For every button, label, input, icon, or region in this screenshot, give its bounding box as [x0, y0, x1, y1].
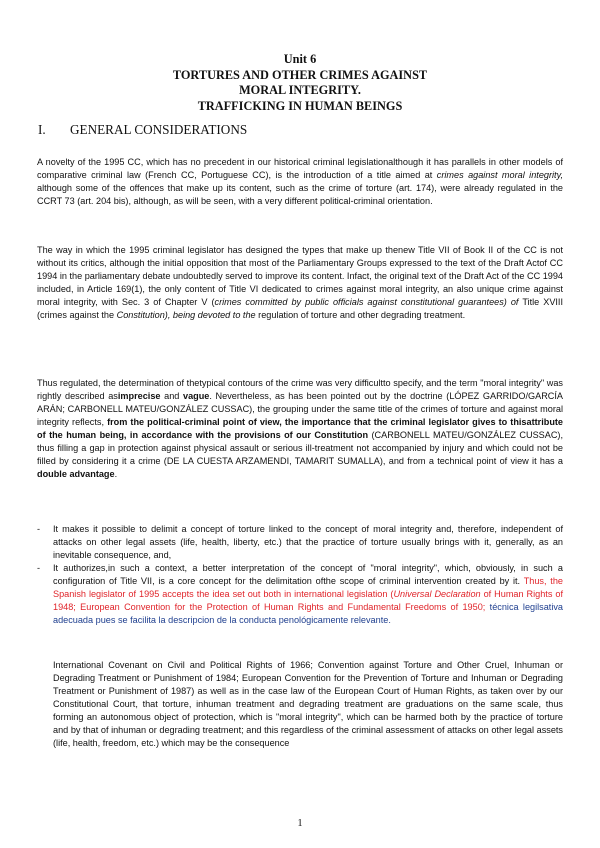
paragraph-italic-text: crimes committed by public officials against constitutional guarantees) of [214, 297, 519, 307]
highlighted-blue-text: técnica legilsativa adecuada pues se facilita la descripcion de la conducta penológicamente relevante. [53, 602, 563, 625]
paragraph-text: although some of the offences that make up its content, such as the crime of torture (art. 174), were already regulated in the CCRT 73 (art. 204 bis), although, as will be seen, with a very different political-criminal orientation. [37, 183, 563, 206]
paragraph-text: . [114, 469, 118, 479]
highlighted-red-italic-text: Universal Declaration [393, 589, 481, 599]
paragraph-text: and [160, 391, 183, 401]
paragraph-italic-text: Constitution), being devoted to the [116, 310, 256, 320]
paragraph-5: International Covenant on Civil and Political Rights of 1966; Convention against Torture and Other Cruel, Inhuman or Degrading Treatment or Punishment of 1984; European Convention for the Prevention of Torture and Inhuman or Degrading Treatment or Punishment of 1987) as well as in the case law of the European Court of Human Rights, as taken over by our Constitutional Court, that torture, inhuman treatment and degrading treatment are graduations on the same scale, thus forming an autonomous object of protection, which is "moral integrity", which can be harmed both by the practice of torture and by that of inhuman or degrading treatment; and this regardless of the criminal assessment of attacks on other legal assets (life, health, freedom, etc.) which may be the consequence [53, 660, 563, 748]
list-item-text: It authorizes,in such a context, a better interpretation of the concept of "moral integrity", which, obviously, in such a configuration of Title VII, is a core concept for the delimitation ofthe scope of criminal intervention created by it. [53, 563, 563, 586]
paragraph-2 [37, 244, 563, 322]
paragraph-3 [37, 377, 563, 481]
paragraph-bold-text: imprecise [117, 391, 161, 401]
paragraph-text: Thus regulated, the determination of thetypical contours of the crime was very difficultto specify, and the term "moral integrity" was rightly described as [37, 378, 563, 401]
paragraph-italic-text: crimes against moral integrity, [436, 170, 563, 180]
paragraph-text: Title XVIII (crimes against the [37, 297, 564, 320]
title-line-2: MORAL INTEGRITY. [239, 83, 361, 97]
section-heading [38, 122, 247, 138]
paragraph-text: (CARBONELL MATEU/GONZÁLEZ CUSSAC), thus filling a gap in protection against physical assault or serious ill-treatment not accompanied by injury and which could not be filled by considering it a crime (DE LA CUESTA ARZAMENDI, TAMARIT SUMALLA), and from a technical point of view it has a [37, 430, 563, 466]
page-number: 1 [297, 818, 303, 829]
document-title [0, 52, 600, 114]
section-title: GENERAL CONSIDERATIONS [70, 122, 248, 137]
paragraph-text: A novelty of the 1995 CC, which has no precedent in our historical criminal legislationalthough it has parallels in other models of comparative criminal law (French CC, Portuguese CC), is the introduction of a title aimed at [37, 157, 563, 180]
bullet-dash: - [37, 563, 41, 573]
bullet-dash: - [37, 524, 41, 534]
unit-label: Unit 6 [283, 52, 317, 66]
paragraph-text: The way in which the 1995 criminal legislator has designed the types that make up thenew Title VII of Book II of the CC is not without its critics, although the initial opposition that most of the Parliamentary Groups expressed to the text of the Draft Actof CC 1994 in the parliamentary debate undoubtedly served to improve its content. Infact, the original text of the Draft Act of the CC 1994 included, in Article 169(1), the only content of Title VI dedicated to crimes against moral integrity, an also unique crime against moral integrity, with Sec. 3 of Chapter V ( [37, 245, 564, 307]
paragraph-bold-text: from the political-criminal point of view, the importance that the criminal legislator gives to thisattribute of the human being, in accordance with the provisions of our Constitution [37, 417, 564, 440]
highlighted-red-text: of Human Rights of 1948; European Convention for the Protection of Human Rights and Fundamental Freedoms of 1950; [53, 589, 563, 612]
title-line-3: TRAFFICKING IN HUMAN BEINGS [197, 98, 403, 113]
list-item [37, 562, 563, 627]
paragraph-bold-text: vague [183, 391, 210, 401]
paragraph-text: regulation of torture and other degrading treatment. [255, 310, 466, 320]
title-line-1: TORTURES AND OTHER CRIMES AGAINST [172, 67, 428, 82]
list-item-text: It makes it possible to delimit a concept of torture linked to the concept of moral integrity and, therefore, independent of attacks on other legal assets (life, health, liberty, etc.) that the practice of torture usually brings with it, generally, as an inevitable consequence, and, [53, 524, 563, 560]
bullet-list [37, 523, 563, 627]
list-item [37, 523, 563, 562]
highlighted-red-text: Thus, the Spanish legislator of 1995 accepts the idea set out both in international legislation ( [53, 576, 563, 599]
paragraph-1 [37, 156, 563, 208]
section-number: I. [38, 122, 46, 137]
paragraph-text: . Nevertheless, as has been pointed out by the doctrine (LÓPEZ GARRIDO/GARCÍA ARÁN; CARBONELL MATEU/GONZÁLEZ CUSSAC), the grouping under the same title of the crimes of torture and against moral integrity reflects, [37, 391, 563, 427]
paragraph-bold-text: double advantage [37, 469, 115, 479]
